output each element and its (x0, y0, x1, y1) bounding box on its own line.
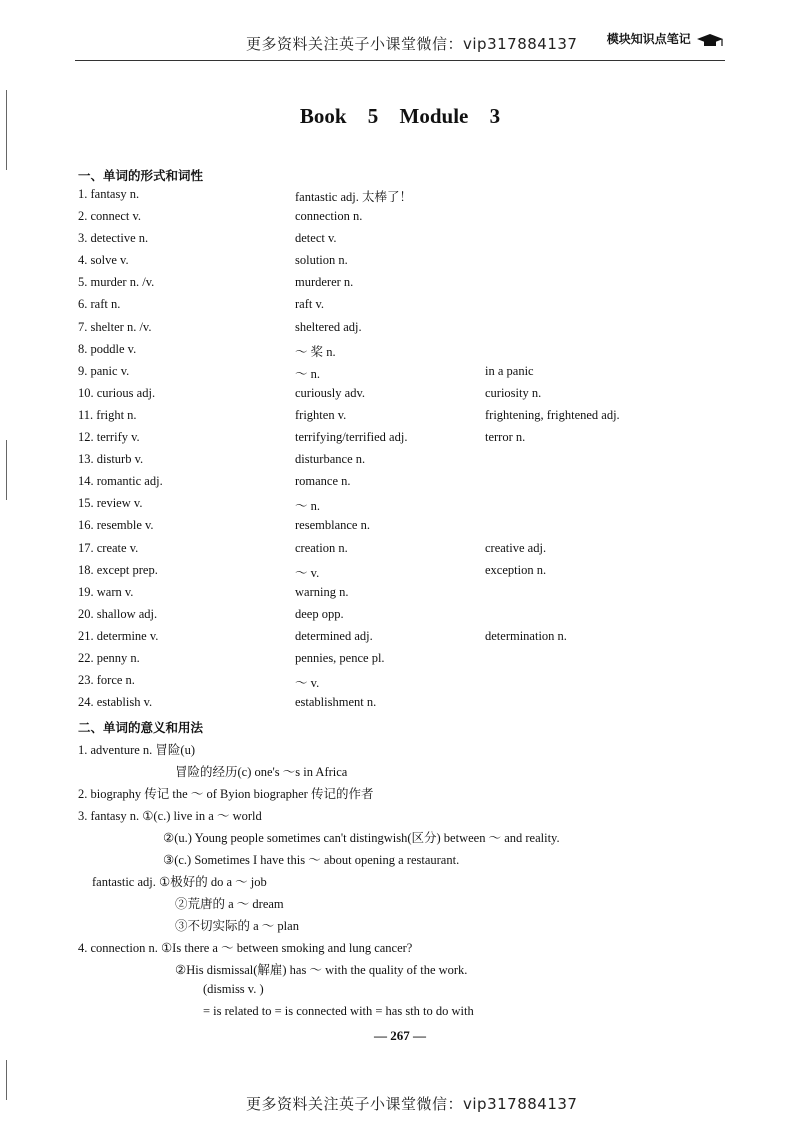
table-row (0, 209, 800, 231)
header-watermark: 更多资料关注英子小课堂微信：vip317884137 (246, 35, 578, 53)
table-cell-form2: terror n. (485, 430, 526, 445)
table-cell-form1: ～ n. (295, 499, 321, 514)
table-row (0, 231, 800, 253)
table-cell-form1: deep opp. (295, 606, 344, 621)
page-title: Book 5 Module 3 (299, 104, 501, 128)
table-row (0, 364, 800, 386)
table-cell-form1: ～ v. (295, 565, 320, 580)
table-cell-word: 9. panic v. (78, 363, 130, 378)
table-cell-word: 7. shelter n. /v. (78, 319, 152, 334)
header-tag (607, 30, 725, 47)
table-cell-word: 18. except prep. (78, 562, 158, 577)
usage-line: 2. biography 传记 the ～ of Byion biographer 传记的作者 (78, 787, 374, 801)
table-row (0, 452, 800, 474)
table-cell-form1: curiously adv. (295, 385, 366, 400)
table-cell-word: 10. curious adj. (78, 385, 156, 400)
table-cell-form2: frightening, frightened adj. (485, 407, 620, 422)
usage-line: fantastic adj. ①极好的 do a ～ job (92, 875, 267, 889)
table-cell-form2: in a panic (485, 363, 534, 378)
table-cell-word: 22. penny n. (78, 650, 140, 665)
page-number: — 267 — (374, 1028, 426, 1043)
table-cell-form1: pennies, pence pl. (295, 650, 385, 665)
table-cell-word: 13. disturb v. (78, 452, 144, 467)
table-cell-form2: creative adj. (485, 540, 547, 555)
table-cell-form1: ～ v. (295, 676, 320, 691)
usage-line: 冒险的经历(c) one's ～s in Africa (175, 765, 348, 779)
table-cell-form1: sheltered adj. (295, 319, 362, 334)
table-row (0, 607, 800, 629)
table-row (0, 496, 800, 518)
table-cell-word: 5. murder n. /v. (78, 275, 155, 290)
table-cell-word: 23. force n. (78, 673, 135, 688)
usage-line: 3. fantasy n. ①(c.) live in a ～ world (78, 809, 262, 823)
table-cell-form1: warning n. (295, 584, 349, 599)
table-row (0, 673, 800, 695)
table-cell-word: 1. fantasy n. (78, 187, 140, 201)
header-rule (75, 60, 725, 61)
table-row (0, 408, 800, 430)
table-row (0, 297, 800, 319)
table-cell-word: 4. solve v. (78, 253, 129, 268)
table-cell-form1: solution n. (295, 253, 348, 268)
table-row (0, 563, 800, 585)
binding-mark (6, 1060, 7, 1100)
table-cell-form1: ～ 桨 n. (295, 344, 336, 359)
table-cell-word: 11. fright n. (78, 407, 137, 422)
table-row (0, 585, 800, 607)
table-row (0, 320, 800, 342)
table-row (0, 651, 800, 673)
section-2-heading: 二、单词的意义和用法 (78, 720, 204, 735)
table-row (0, 695, 800, 717)
table-cell-form1: fantastic adj. 太棒了！ (295, 190, 412, 204)
table-row (0, 430, 800, 452)
table-cell-word: 20. shallow adj. (78, 606, 158, 621)
table-cell-form1: connection n. (295, 209, 363, 224)
table-cell-word: 3. detective n. (78, 231, 149, 246)
graduation-cap-icon (695, 33, 725, 47)
table-cell-word: 12. terrify v. (78, 430, 140, 445)
usage-line: 1. adventure n. 冒险(u) (78, 743, 195, 757)
table-row (0, 629, 800, 651)
table-cell-word: 21. determine v. (78, 628, 159, 643)
table-row (0, 474, 800, 496)
table-row (0, 187, 800, 209)
usage-line: ③(c.) Sometimes I have this ～ about opening a restaurant. (163, 853, 460, 867)
usage-line: ②(u.) Young people sometimes can't distingwish(区分) between ～ and reality. (163, 831, 560, 845)
table-cell-form1: terrifying/terrified adj. (295, 430, 408, 445)
word-forms-table (0, 187, 800, 717)
table-cell-form1: frighten v. (295, 407, 347, 422)
header-tag-label: 模块知识点笔记 (606, 32, 691, 46)
table-row (0, 386, 800, 408)
section-1-heading: 一、单词的形式和词性 (78, 168, 204, 183)
table-cell-form2: exception n. (485, 562, 547, 577)
usage-line: ③不切实际的 a ～ plan (175, 919, 299, 933)
table-row (0, 253, 800, 275)
table-cell-word: 6. raft n. (78, 297, 121, 312)
table-cell-form1: resemblance n. (295, 518, 370, 533)
binding-mark (6, 90, 7, 170)
table-cell-word: 8. poddle v. (78, 341, 137, 356)
usage-line: 4. connection n. ①Is there a ～ between smoking and lung cancer? (78, 941, 413, 955)
table-cell-form2: determination n. (485, 628, 567, 643)
table-cell-form1: murderer n. (295, 275, 354, 290)
usage-line: ②His dismissal(解雇) has ～ with the quality of the work. (175, 963, 468, 977)
table-row (0, 275, 800, 297)
table-cell-word: 2. connect v. (78, 209, 142, 224)
table-cell-form1: romance n. (295, 474, 351, 489)
table-cell-form2: curiosity n. (485, 385, 542, 400)
table-row (0, 342, 800, 364)
table-cell-word: 15. review v. (78, 496, 143, 511)
footer-watermark: 更多资料关注英子小课堂微信：vip317884137 (246, 1095, 578, 1113)
table-cell-form1: determined adj. (295, 628, 373, 643)
table-cell-word: 14. romantic adj. (78, 474, 163, 489)
table-cell-word: 17. create v. (78, 540, 139, 555)
table-cell-form1: disturbance n. (295, 452, 366, 467)
table-cell-word: 24. establish v. (78, 695, 153, 710)
table-row (0, 518, 800, 540)
table-cell-form1: detect v. (295, 231, 337, 246)
usage-line: = is related to = is connected with = has sth to do with (203, 1004, 474, 1018)
usage-line: ②荒唐的 a ～ dream (175, 897, 284, 911)
table-cell-word: 16. resemble v. (78, 518, 154, 533)
table-cell-form1: ～ n. (295, 366, 321, 381)
table-cell-word: 19. warn v. (78, 584, 134, 599)
table-cell-form1: creation n. (295, 540, 348, 555)
table-cell-form1: establishment n. (295, 695, 377, 710)
table-row (0, 541, 800, 563)
table-cell-form1: raft v. (295, 297, 325, 312)
usage-line: (dismiss v. ) (203, 982, 264, 996)
